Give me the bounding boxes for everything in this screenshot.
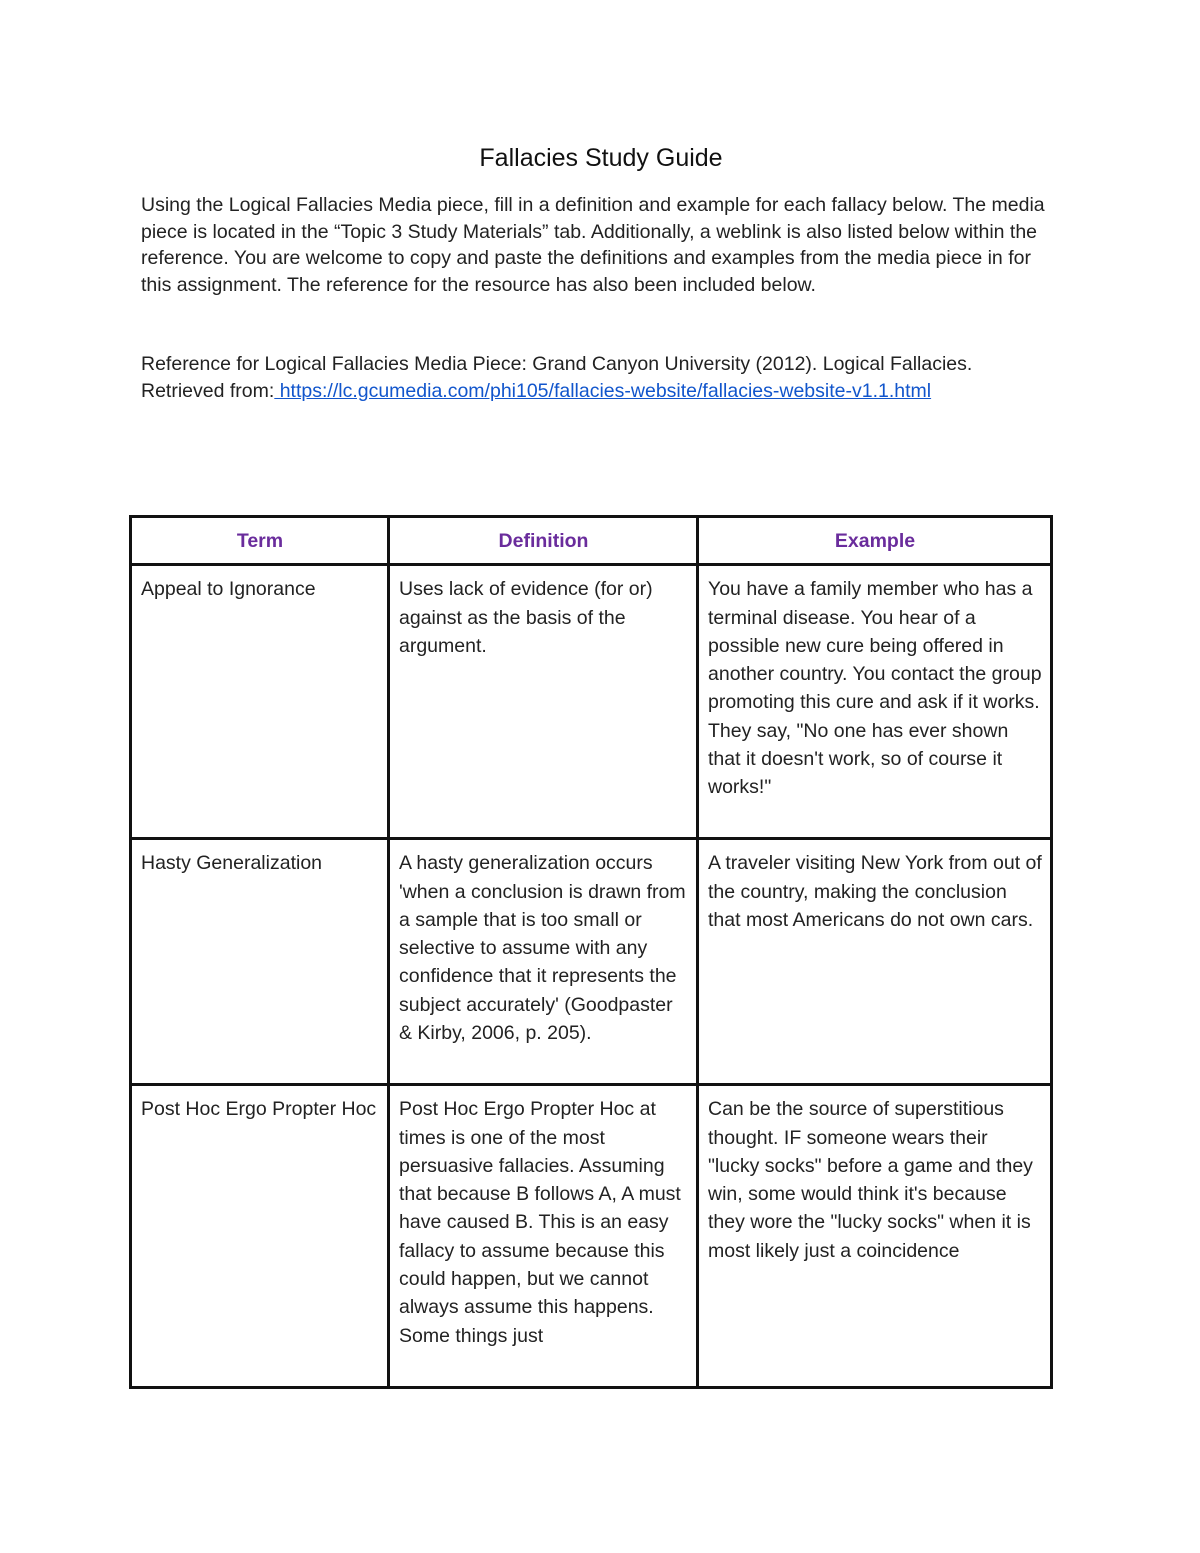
term-cell: Hasty Generalization [131,839,389,1085]
example-cell: Can be the source of superstitious thought. IF someone wears their "lucky socks" before a game and they win, some would think it's because they wore the "lucky socks" when it is most likely just a coincidence [698,1085,1052,1388]
document-title: Fallacies Study Guide [479,144,723,172]
header-term: Term [131,517,389,565]
document-page [141,140,1051,405]
table-row [131,839,1052,1085]
table-row [131,1085,1052,1388]
example-cell: You have a family member who has a terminal disease. You hear of a possible new cure being offered in another country. You contact the group promoting this cure and ask if it works. They say, "No one has ever shown that it doesn't work, so of course it works!" [698,565,1052,839]
instructions-paragraph: Using the Logical Fallacies Media piece, fill in a definition and example for each fallacy below. The media piece is located in the “Topic 3 Study Materials” tab. Additionally, a weblink is also listed below within the reference. You are welcome to copy and paste the definitions and examples from the media piece in for this assignment. The reference for the resource has also been included below. [141,194,1045,296]
fallacies-table [129,515,1053,1389]
example-cell: A traveler visiting New York from out of the country, making the conclusion that most Americans do not own cars. [698,839,1052,1085]
table-row [131,565,1052,839]
definition-cell: A hasty generalization occurs 'when a conclusion is drawn from a sample that is too small or selective to assume with any confidence that it represents the subject accurately' (Goodpaster & Kirby, 2006, p. 205). [389,839,698,1085]
header-definition: Definition [389,517,698,565]
reference-link[interactable]: https://lc.gcumedia.com/phi105/fallacies-website/fallacies-website-v1.1.html [274,379,932,402]
term-cell: Post Hoc Ergo Propter Hoc [131,1085,389,1388]
definition-cell: Post Hoc Ergo Propter Hoc at times is one of the most persuasive fallacies. Assuming that because B follows A, A must have caused B. This is an easy fallacy to assume because this could happen, but we cannot always assume this happens. Some things just [389,1085,698,1388]
header-example: Example [698,517,1052,565]
reference-paragraph [141,351,1046,404]
term-cell: Appeal to Ignorance [131,565,389,839]
table-header-row [131,517,1052,565]
reference-text: Reference for Logical Fallacies Media Piece: Grand Canyon University (2012). Logical Fallacies. Retrieved from: [141,353,973,402]
definition-cell: Uses lack of evidence (for or) against as the basis of the argument. [389,565,698,839]
